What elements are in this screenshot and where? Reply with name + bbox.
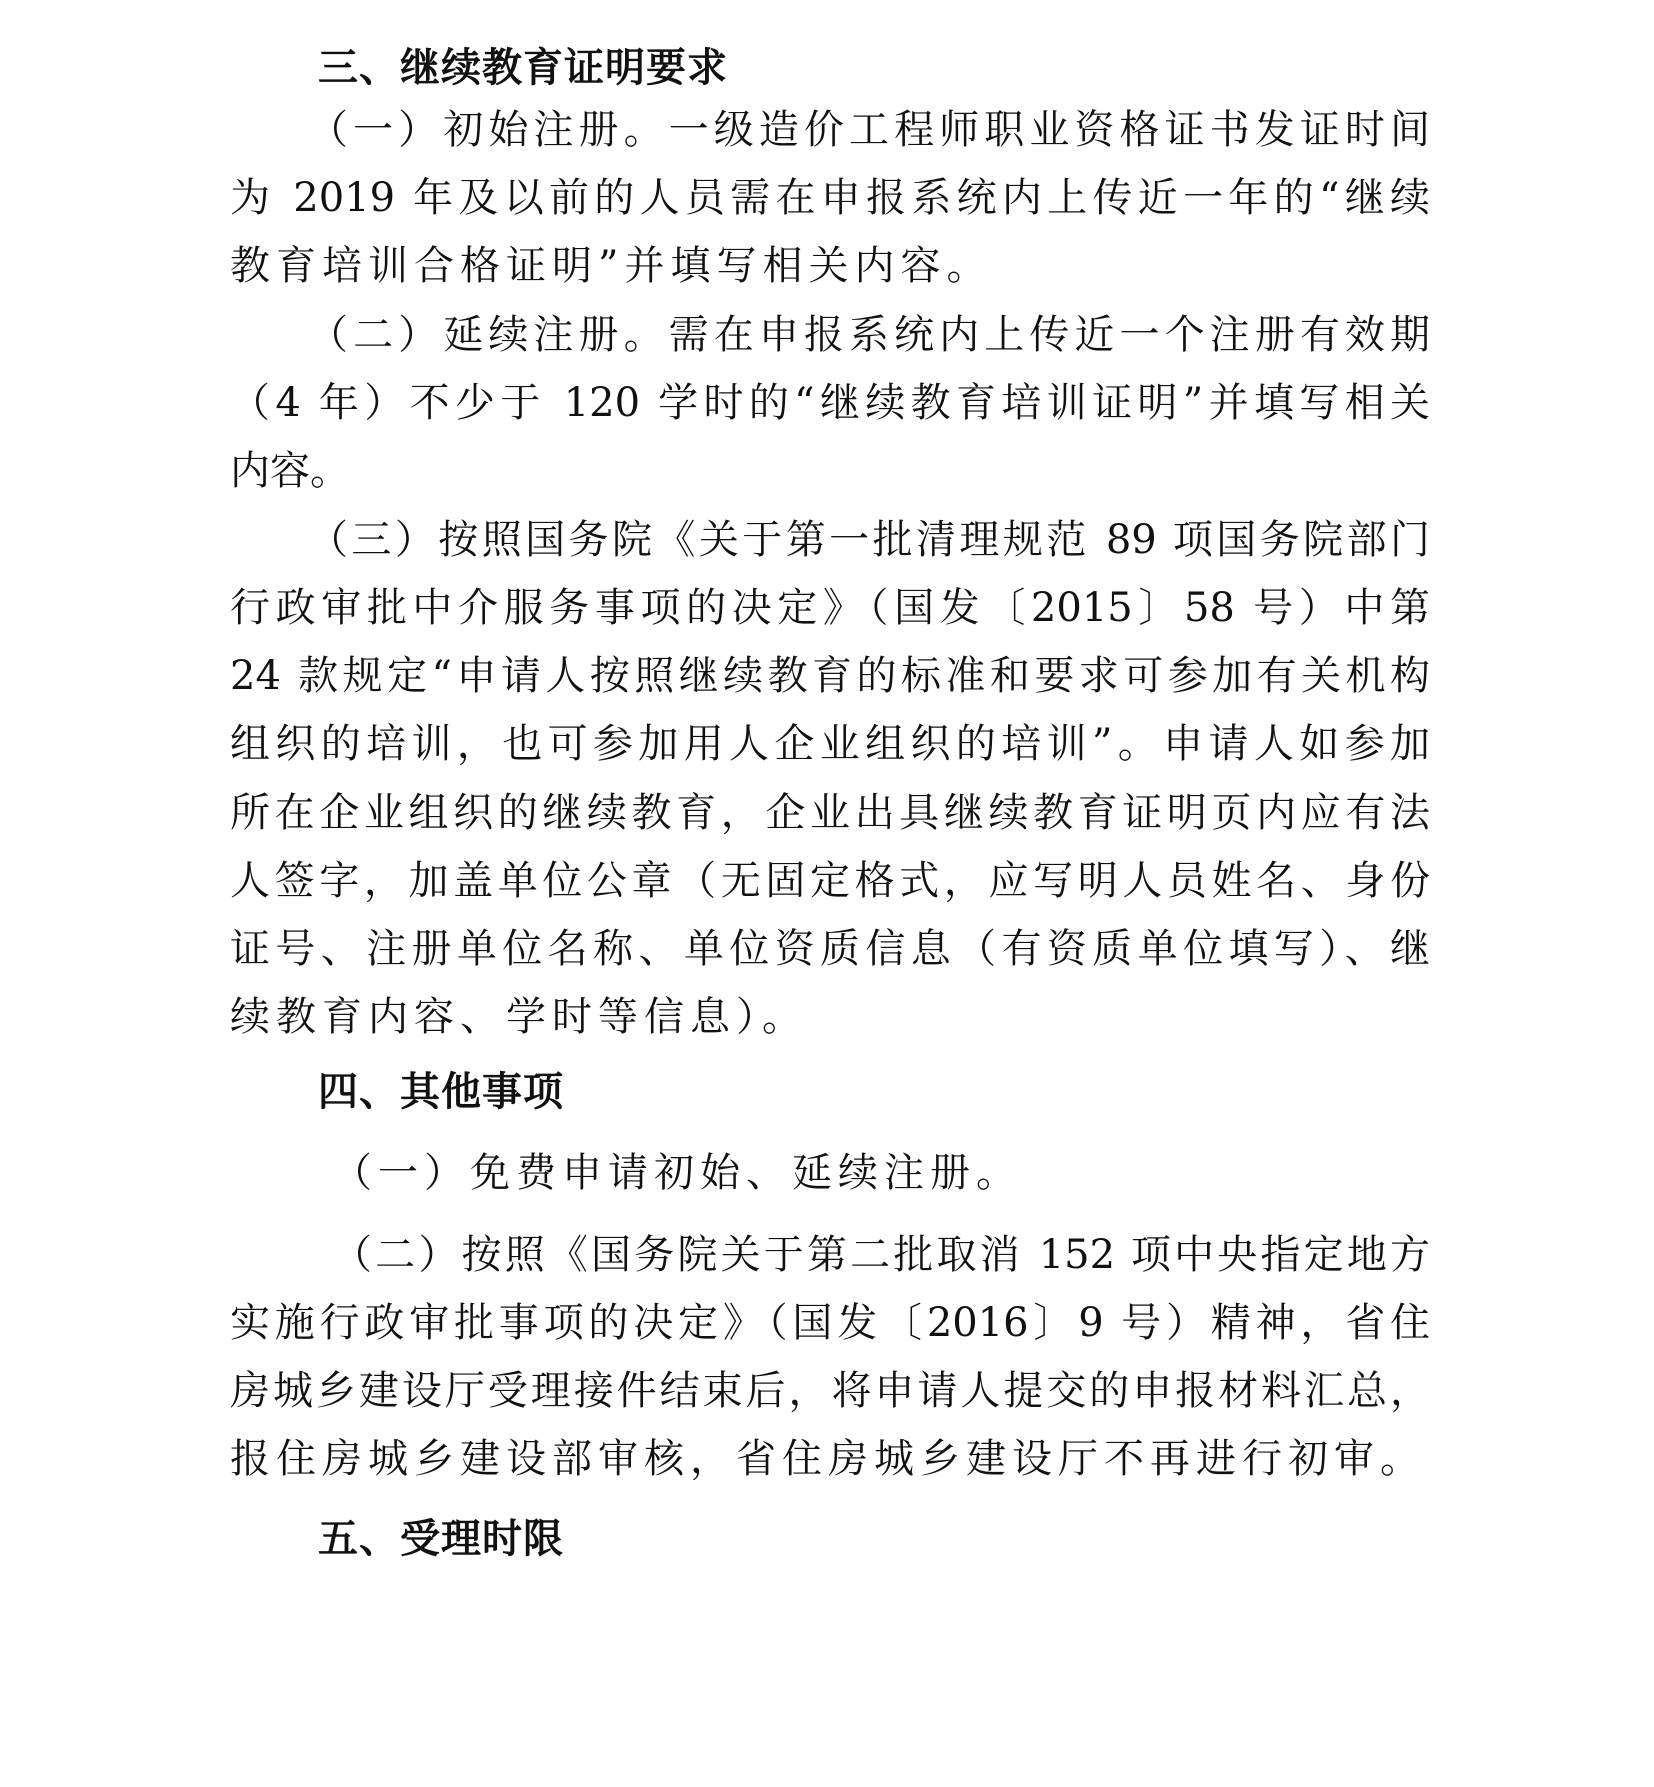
paragraph-line: （三）按照国务院《关于第一批清理规范 89 项国务院部门: [308, 517, 1430, 563]
paragraph-line: （一）免费申请初始、延续注册。: [332, 1150, 1022, 1196]
paragraph-line: 报住房城乡建设部审核，省住房城乡建设厅不再进行初审。: [230, 1436, 1426, 1482]
paragraph-line: 行政审批中介服务事项的决定》（国发〔2015〕58 号）中第: [230, 585, 1430, 631]
paragraph-line: 人签字，加盖单位公章（无固定格式，应写明人员姓名、身份: [230, 858, 1430, 904]
paragraph-line: 房城乡建设厅受理接件结束后，将申请人提交的申报材料汇总，: [230, 1368, 1430, 1414]
section-heading-5: 五、受理时限: [318, 1516, 564, 1562]
paragraph-line: 24 款规定“申请人按照继续教育的标准和要求可参加有关机构: [230, 653, 1430, 699]
section-heading-3: 三、继续教育证明要求: [318, 45, 728, 91]
paragraph-line: 续教育内容、学时等信息）。: [230, 994, 808, 1040]
paragraph-line: （二）按照《国务院关于第二批取消 152 项中央指定地方: [332, 1232, 1430, 1278]
paragraph-line: 组织的培训，也可参加用人企业组织的培训”。申请人如参加: [230, 721, 1430, 767]
paragraph-line: 教育培训合格证明”并填写相关内容。: [230, 243, 993, 289]
paragraph-line: 为 2019 年及以前的人员需在申报系统内上传近一年的“继续: [230, 175, 1430, 221]
paragraph-line: 实施行政审批事项的决定》（国发〔2016〕9 号）精神，省住: [230, 1300, 1430, 1346]
paragraph-line: （二）延续注册。需在申报系统内上传近一个注册有效期: [308, 312, 1430, 358]
paragraph-line: （4 年）不少于 120 学时的“继续教育培训证明”并填写相关: [230, 380, 1430, 426]
section-heading-4: 四、其他事项: [318, 1069, 564, 1115]
paragraph-line: 内容。: [230, 448, 350, 494]
paragraph-line: 证号、注册单位名称、单位资质信息（有资质单位填写）、继: [230, 926, 1430, 972]
paragraph-line: 所在企业组织的继续教育，企业出具继续教育证明页内应有法: [230, 790, 1430, 836]
paragraph-line: （一）初始注册。一级造价工程师职业资格证书发证时间: [308, 107, 1430, 153]
